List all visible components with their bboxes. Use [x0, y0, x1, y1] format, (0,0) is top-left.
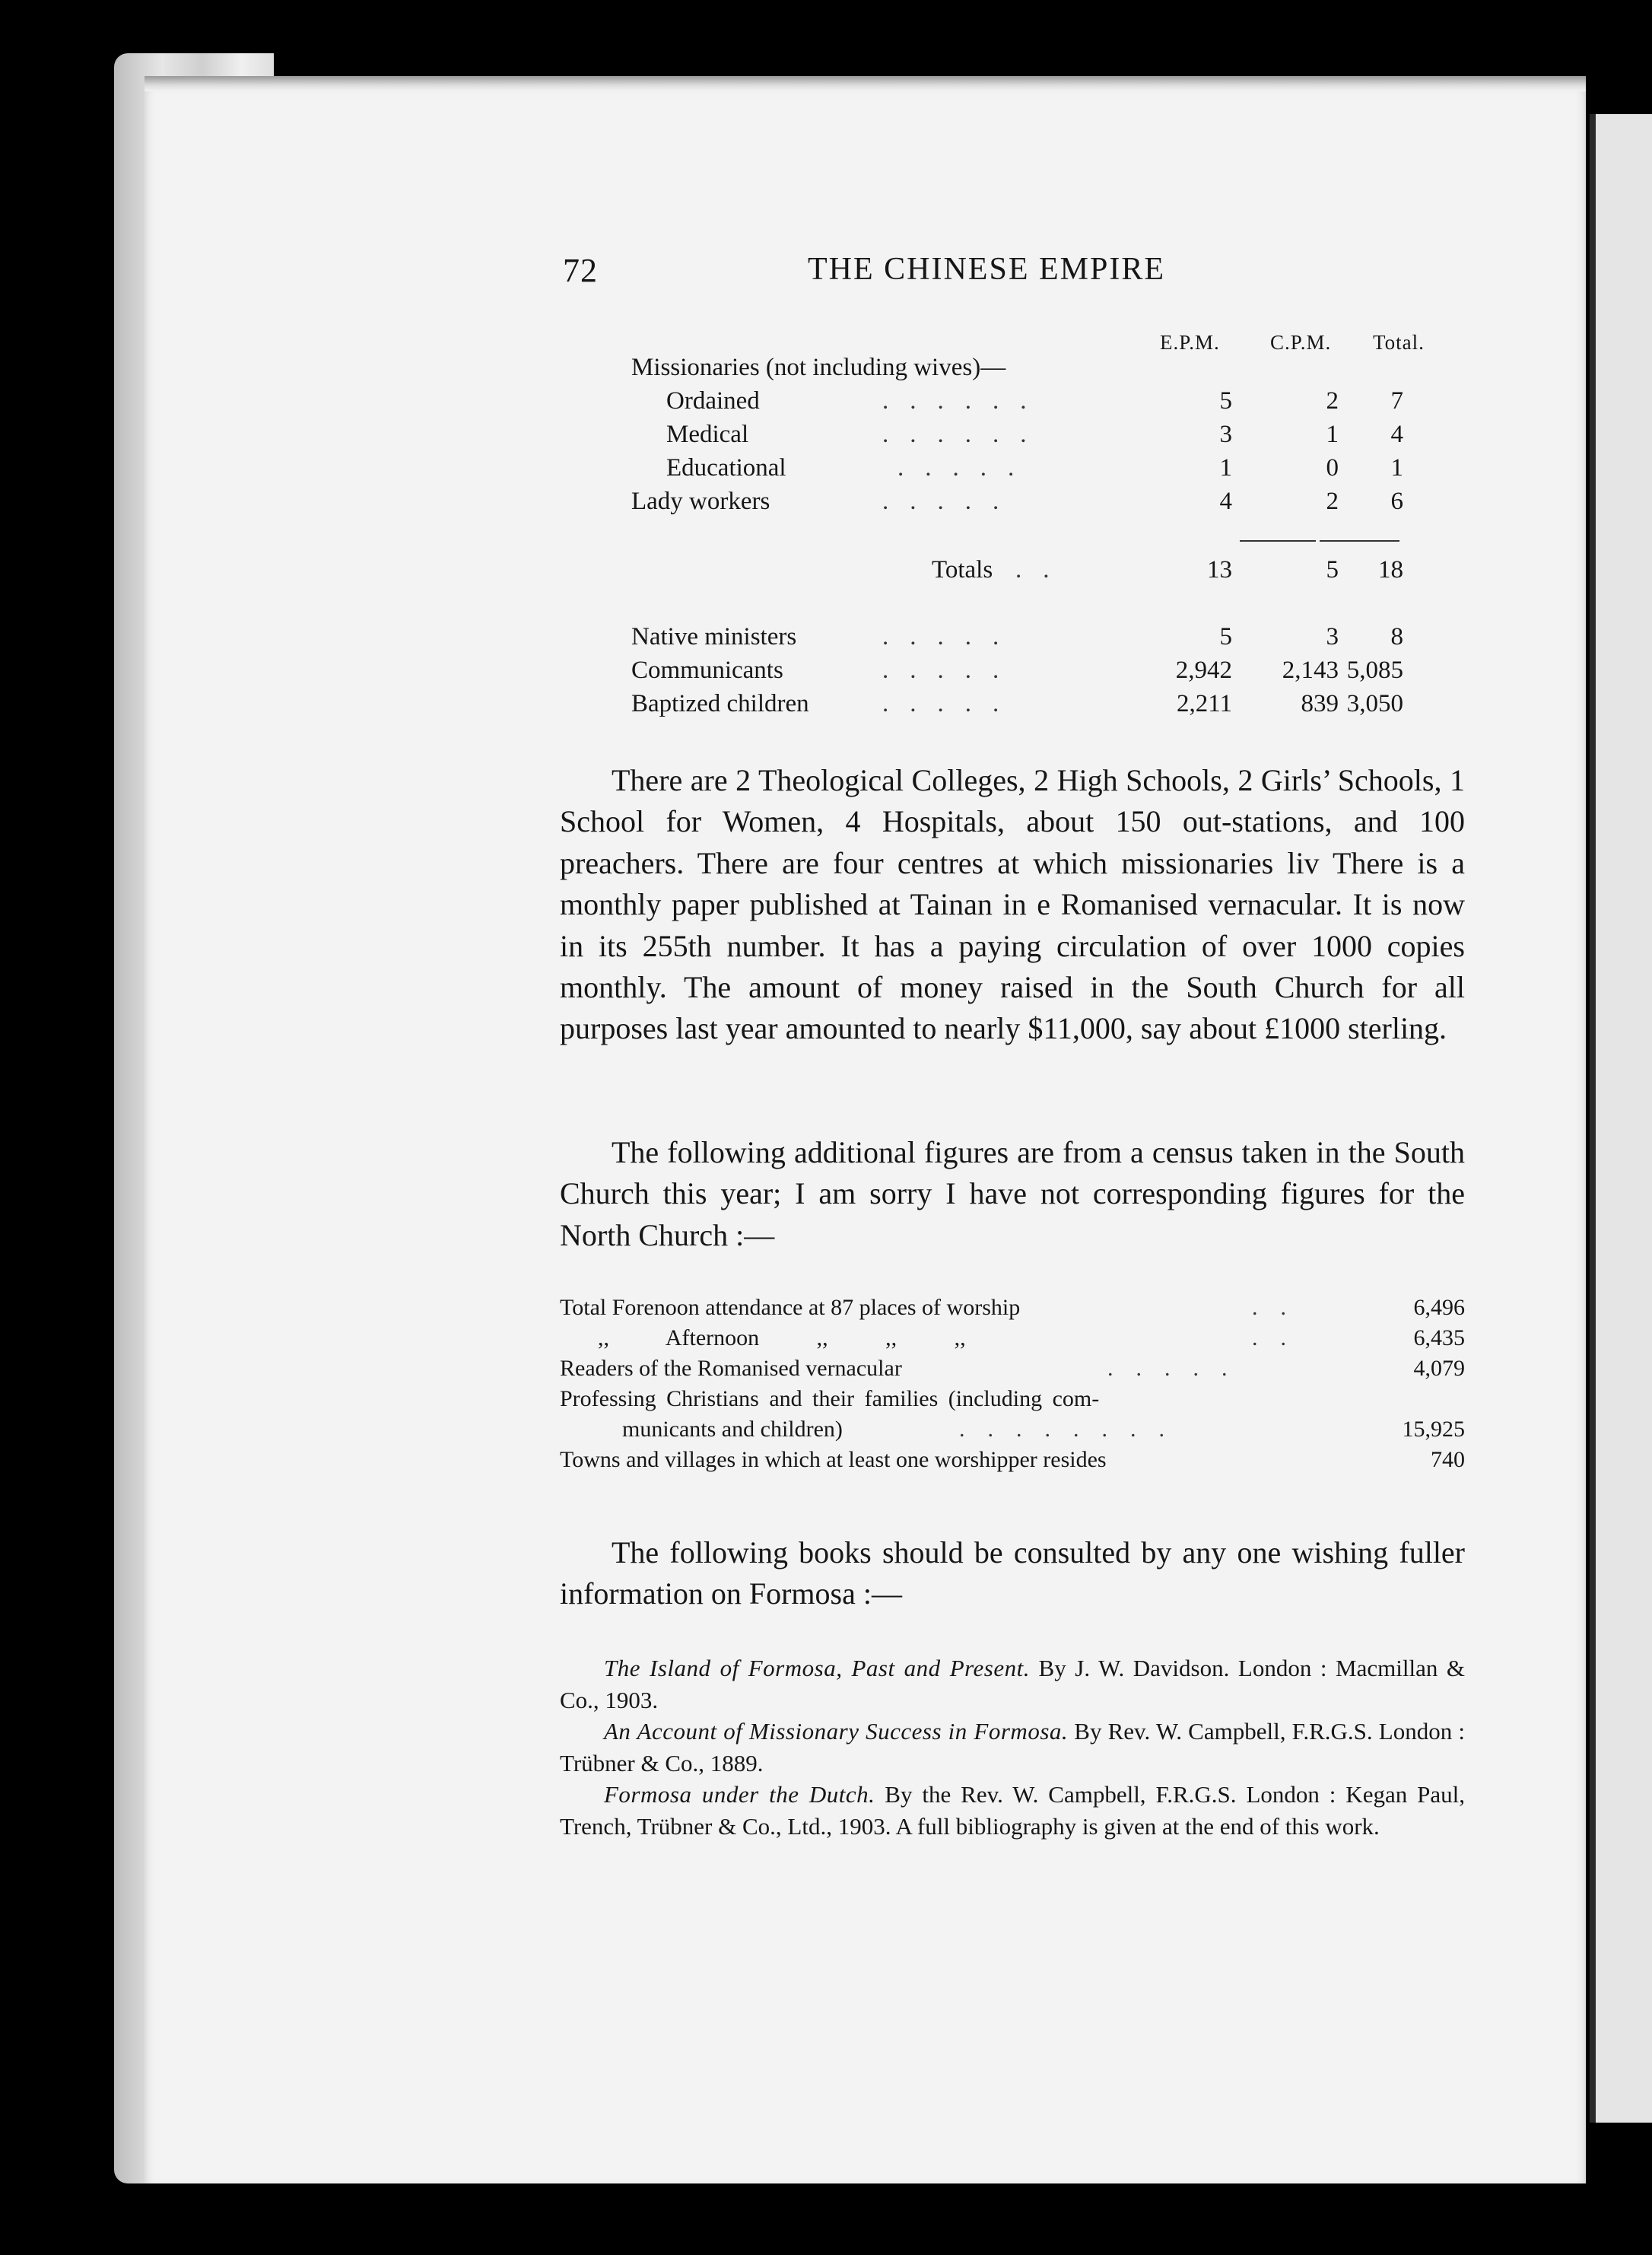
- row-label: Native ministers: [631, 623, 797, 650]
- book-title: Formosa under the Dutch.: [604, 1781, 875, 1808]
- row-label: Total Forenoon attendance at 87 places of worship: [560, 1295, 1021, 1320]
- book-title: An Account of Missionary Success in Formosa.: [604, 1718, 1069, 1745]
- cell-cpm: 1: [1326, 421, 1339, 448]
- row-label: Ordained: [666, 387, 760, 415]
- total-total: 18: [1378, 556, 1403, 584]
- cell-total: 1: [1390, 454, 1403, 482]
- cell-epm: 3: [1219, 421, 1232, 448]
- total-epm: 13: [1207, 556, 1232, 584]
- cell-cpm: 3: [1326, 623, 1339, 650]
- table-row: [631, 421, 1460, 454]
- group-label-row: [631, 354, 1460, 387]
- table-row: [560, 1417, 1465, 1447]
- cell-total: 8: [1390, 623, 1403, 650]
- table-row: [631, 623, 1460, 657]
- leader-dots: .....: [882, 488, 1021, 515]
- row-value: 6,435: [1413, 1325, 1465, 1350]
- leader-dots: ......: [882, 387, 1048, 415]
- cell-epm: 2,942: [1175, 657, 1232, 684]
- row-label: Towns and villages in which at least one worshipper resides: [560, 1447, 1107, 1472]
- leader-dots: ..: [1015, 556, 1071, 584]
- running-head: THE CHINESE EMPIRE: [808, 252, 1165, 287]
- row-label: Professing Christians and their families (including com-: [560, 1386, 1100, 1411]
- leader-dots: .....: [882, 657, 1021, 684]
- row-value: 6,496: [1413, 1295, 1465, 1320]
- cell-total: 4: [1390, 421, 1403, 448]
- leader-dots: .....: [882, 690, 1021, 717]
- census-table: [560, 1295, 1465, 1493]
- column-header-total: Total.: [1373, 331, 1425, 354]
- leader-dots: .....: [897, 454, 1036, 482]
- cell-cpm: 0: [1326, 454, 1339, 482]
- cell-total: 6: [1390, 488, 1403, 515]
- row-label: Medical: [666, 421, 749, 448]
- cell-epm: 4: [1219, 488, 1232, 515]
- bibliography: [560, 1652, 1465, 1842]
- row-label: Communicants: [631, 657, 783, 684]
- cell-cpm: 2,143: [1282, 657, 1339, 684]
- totals-rule: [1320, 540, 1399, 542]
- totals-label: Totals: [932, 556, 993, 584]
- body-paragraph: The following additional figures are from a census taken in the South Church this year; I am sorry I have not corresponding figures for the North Church :—: [560, 1135, 1465, 1252]
- bibliography-entry: [560, 1652, 1465, 1716]
- leader-dots: ..: [1252, 1295, 1309, 1320]
- cell-cpm: 839: [1301, 690, 1339, 717]
- book-title: The Island of Formosa, Past and Present.: [604, 1655, 1030, 1681]
- row-value: 15,925: [1402, 1417, 1465, 1442]
- page-number: 72: [563, 252, 598, 289]
- table-row: [560, 1447, 1465, 1477]
- bibliography-entry: [560, 1716, 1465, 1779]
- table-row: [560, 1356, 1465, 1386]
- table-row: [560, 1386, 1465, 1417]
- column-header-epm: E.P.M.: [1160, 331, 1220, 354]
- bibliography-entry: [560, 1779, 1465, 1842]
- cell-cpm: 2: [1326, 488, 1339, 515]
- cell-epm: 5: [1219, 387, 1232, 415]
- row-label: municants and children): [622, 1417, 843, 1442]
- group-label: Missionaries (not including wives)—: [631, 354, 1006, 381]
- page-top-edge: [145, 76, 1586, 91]
- cell-cpm: 2: [1326, 387, 1339, 415]
- cell-epm: 1: [1219, 454, 1232, 482]
- page-header: [563, 251, 1476, 297]
- row-label: Baptized children: [631, 690, 809, 717]
- row-label: Educational: [666, 454, 786, 482]
- body-paragraph: There are 2 Theological Colleges, 2 High Schools, 2 Girls’ Schools, 1 School for Women, 4 Hospitals, about 150 out-stations, and 100 preachers. There are four centres at which missionaries liv There is a monthly paper published at Tainan in e Romanised vernacular. It is now in its 255th number. It has a paying circulation of over 1000 copies monthly. The amount of money raised in the South Church for all purposes last year amounted to nearly $11,000, say about £1000 sterling.: [560, 763, 1465, 1046]
- leader-dots: ......: [882, 421, 1048, 448]
- row-label: Lady workers: [631, 488, 770, 515]
- cell-total: 7: [1390, 387, 1403, 415]
- totals-row: [631, 556, 1460, 590]
- totals-rule: [1240, 540, 1316, 542]
- column-header-cpm: C.P.M.: [1270, 331, 1332, 354]
- cell-total: 5,085: [1346, 657, 1403, 684]
- leader-dots: ........: [959, 1417, 1187, 1442]
- table-row: [631, 387, 1460, 421]
- row-label: Readers of the Romanised vernacular: [560, 1356, 902, 1381]
- table-row: [560, 1295, 1465, 1325]
- cell-epm: 2,211: [1176, 690, 1232, 717]
- facing-page-edge: [1590, 114, 1652, 2123]
- leader-dots: .....: [1107, 1356, 1250, 1381]
- table-row: [631, 690, 1460, 724]
- table-row: [560, 1325, 1465, 1356]
- leader-dots: .....: [882, 623, 1021, 650]
- cell-total: 3,050: [1346, 690, 1403, 717]
- row-label: ,, Afternoon ,, ,, ,,: [598, 1325, 966, 1350]
- table-row: [631, 488, 1460, 521]
- table-row: [631, 454, 1460, 488]
- row-value: 4,079: [1413, 1356, 1465, 1381]
- books-intro: The following books should be consulted by any one wishing fuller information on Formosa :—: [560, 1535, 1465, 1611]
- total-cpm: 5: [1326, 556, 1339, 584]
- missions-table: [631, 331, 1460, 727]
- table-row: [631, 657, 1460, 690]
- book-details: By the Rev. W. Campbell, F.R.G.S. London : Kegan Paul, Trench, Trübner & Co., Ltd., 1903. A full bibliography is given at the end of this work.: [560, 1781, 1465, 1840]
- leader-dots: ..: [1252, 1325, 1309, 1350]
- row-value: 740: [1431, 1447, 1465, 1472]
- book-details: By J. W. Davidson. London : Macmillan & Co., 1903.: [560, 1655, 1465, 1713]
- book-details: By Rev. W. Campbell, F.R.G.S. London : Trübner & Co., 1889.: [560, 1718, 1465, 1776]
- cell-epm: 5: [1219, 623, 1232, 650]
